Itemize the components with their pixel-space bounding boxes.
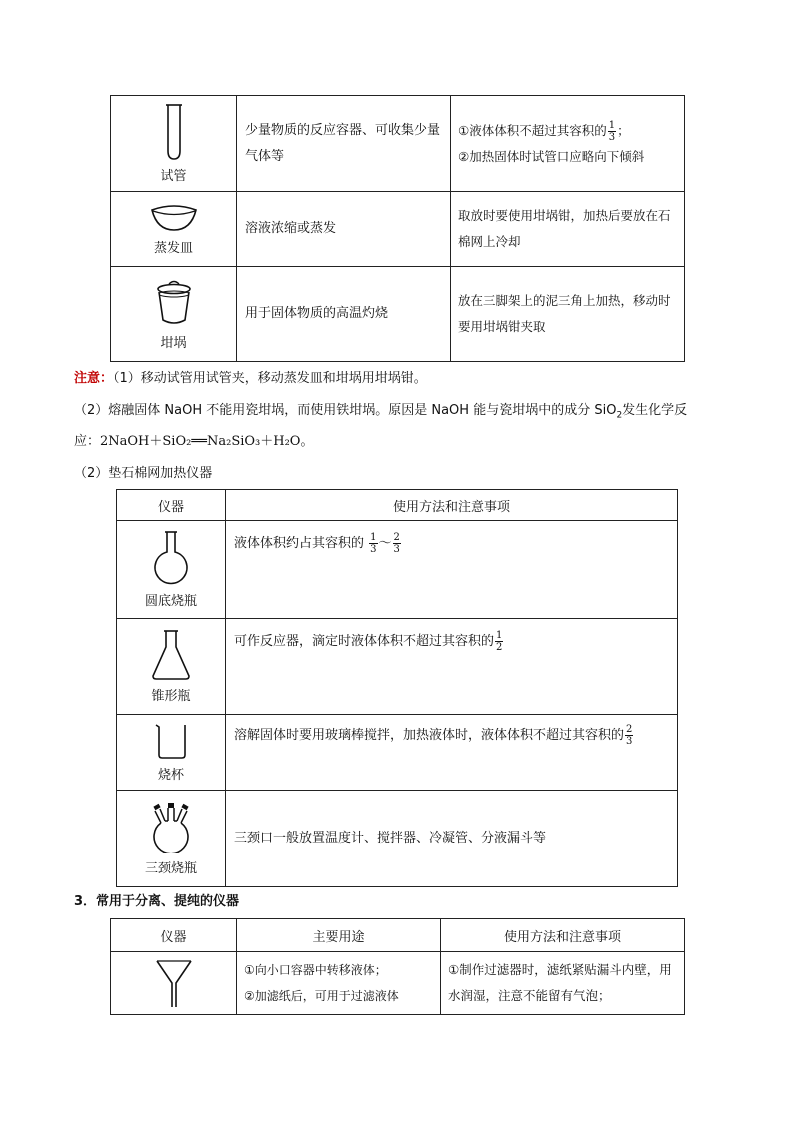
fraction: $\frac{1}{2}$ xyxy=(496,630,503,653)
note-line-2: （2）熔融固体 NaOH 不能用瓷坩埚，而使用铁坩埚。原因是 NaOH 能与瓷坩埚中的成分 SiO$_2$发生化学反 xyxy=(74,403,688,421)
funnel-icon xyxy=(154,957,194,1009)
three-neck-flask-icon xyxy=(145,801,197,853)
table-header-row xyxy=(117,490,678,521)
fraction: $\frac{1}{3}$ xyxy=(370,532,377,555)
section-title: 3．常用于分离、提纯的仪器 xyxy=(74,894,240,909)
instrument-name: 蒸发皿 xyxy=(153,240,193,256)
table-row xyxy=(111,96,685,192)
table-row xyxy=(117,521,678,619)
subheading: （2）垫石棉网加热仪器 xyxy=(74,466,213,481)
table-row xyxy=(117,715,678,791)
instrument-name: 圆底烧瓶 xyxy=(144,594,197,609)
instrument-use: ①向小口容器中转移液体； ②加滤纸后，可用于过滤液体 xyxy=(244,963,399,1003)
evaporating-dish-icon xyxy=(149,203,199,233)
column-header: 使用方法和注意事项 xyxy=(226,490,678,521)
note-line-1: 注意：（1）移动试管用试管夹，移动蒸发皿和坩埚用坩埚钳。 xyxy=(74,371,427,386)
instrument-name: 坩埚 xyxy=(160,335,187,351)
conical-flask-icon xyxy=(150,629,192,681)
instrument-name: 锥形瓶 xyxy=(151,689,191,704)
column-header: 使用方法和注意事项 xyxy=(441,919,685,952)
table-row xyxy=(111,192,685,267)
instrument-notes: 溶解固体时要用玻璃棒搅拌，加热液体时，液体体积不超过其容积的 $\frac{2}{3}$ xyxy=(234,724,633,747)
instrument-use: 少量物质的反应容器、可收集少量气体等 xyxy=(245,122,441,164)
instrument-notes: 放在三脚架上的泥三角上加热，移动时要用坩埚钳夹取 xyxy=(458,293,671,334)
instrument-use: 溶液浓缩或蒸发 xyxy=(245,221,337,236)
crucible-icon xyxy=(154,278,194,328)
fraction: $\frac{1}{3}$ xyxy=(608,119,616,143)
heating-instruments-table xyxy=(110,95,685,362)
fraction: $\frac{2}{3}$ xyxy=(626,724,633,747)
instrument-notes: 三颈口一般放置温度计、搅拌器、冷凝管、分液漏斗等 xyxy=(234,830,547,846)
test-tube-icon xyxy=(162,103,186,161)
instrument-notes: 取放时要使用坩埚钳，加热后要放在石棉网上冷却 xyxy=(458,208,671,249)
instrument-name: 烧杯 xyxy=(157,768,184,783)
column-header: 仪器 xyxy=(117,490,226,521)
table-row xyxy=(117,619,678,715)
instrument-name: 三颈烧瓶 xyxy=(144,861,197,876)
table-header-row xyxy=(111,919,685,952)
column-header: 仪器 xyxy=(111,919,237,952)
instrument-use: 用于固体物质的高温灼烧 xyxy=(245,306,389,321)
note-line-3: 应：2NaOH＋SiO₂══Na₂SiO₃＋H₂O。 xyxy=(74,434,314,449)
fraction: $\frac{2}{3}$ xyxy=(393,532,400,555)
beaker-icon xyxy=(154,722,188,760)
asbestos-gauze-instruments-table xyxy=(116,489,678,887)
separation-instruments-table xyxy=(110,918,685,1015)
table-row xyxy=(111,952,685,1015)
column-header: 主要用途 xyxy=(237,919,441,952)
instrument-notes: 可作反应器，滴定时液体体积不超过其容积的 $\frac{1}{2}$ xyxy=(234,630,503,653)
table-row xyxy=(117,791,678,887)
round-bottom-flask-icon xyxy=(151,530,191,586)
instrument-notes: ①液体体积不超过其容积的 $\frac{1}{3}$ ； ②加热固体时试管口应略向下倾斜 xyxy=(458,119,645,164)
instrument-notes: ①制作过滤器时，滤纸紧贴漏斗内壁，用水润湿，注意不能留有气泡； xyxy=(448,962,672,1003)
instrument-name: 试管 xyxy=(160,169,187,184)
table-row xyxy=(111,267,685,362)
instrument-notes: 液体体积约占其容积的 $\frac{1}{3}$ ～ $\frac{2}{3}$ xyxy=(234,532,400,555)
